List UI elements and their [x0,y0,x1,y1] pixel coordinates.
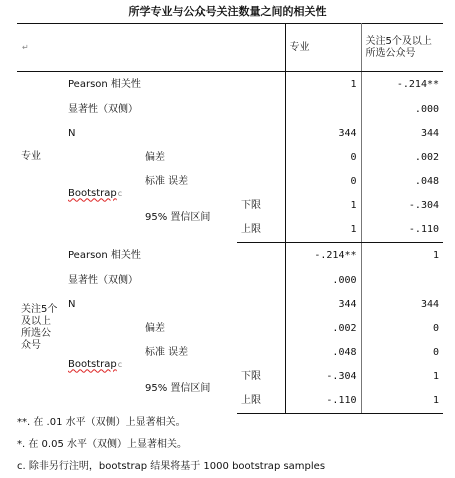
stat-label-ci: 95% 置信区间 [145,212,211,224]
footnote-bootstrap: c. 除非另行注明，bootstrap 结果将基于 1000 bootstrap samples [17,461,326,472]
table-row [17,269,443,293]
stat-label-sig: 显著性（双侧） [68,275,138,286]
table-row [17,293,443,317]
value-cell: 344 [338,128,357,139]
value-cell: 0 [350,176,357,187]
table-row [17,98,443,122]
value-cell: -.110 [408,224,440,235]
stat-label-bias: 偏差 [145,152,165,163]
value-cell: 1 [350,224,357,235]
footnote-05: *. 在 0.05 水平（双侧）上显著相关。 [17,439,187,450]
footnote-01: **. 在 .01 水平（双侧）上显著相关。 [17,417,186,428]
value-cell: .000 [414,104,440,115]
stat-label-lower: 下限 [241,200,261,211]
sup-mark: c [117,360,123,370]
stat-label-n: N [68,128,76,139]
header-row [17,24,443,72]
stat-label-bias: 偏差 [145,323,165,334]
stat-label-sig: 显著性（双侧） [68,104,138,115]
value-cell: .000 [332,275,357,286]
value-cell: -.110 [326,395,357,406]
value-cell: 0 [432,347,440,358]
stat-label-pearson: Pearson 相关性 [68,250,141,261]
value-cell: .048 [414,176,440,187]
value-cell: .002 [414,152,440,163]
value-cell: 1 [350,79,357,90]
value-cell: 344 [338,299,357,310]
value-cell: 1 [350,200,357,211]
stat-label-n: N [68,299,76,310]
table-title: 所学专业与公众号关注数量之间的相关性 [128,5,327,18]
stat-label-ci: 95% 置信区间 [145,383,211,395]
row-var-major: 专业 [21,151,41,163]
table-row [17,243,443,270]
cell-mark: ↵ [22,42,29,52]
bootstrap-label: Bootstrap [68,359,117,371]
value-cell: -.214** [314,250,357,261]
stat-label-pearson: Pearson 相关性 [68,79,141,90]
table-row [17,72,443,99]
stat-label-lower: 下限 [241,371,261,382]
value-cell: 0 [432,323,440,334]
sup-mark: c [117,189,123,199]
table-row [17,146,443,170]
stat-label-upper: 上限 [241,395,261,406]
stat-label-upper: 上限 [241,224,261,235]
stat-label-se: 标准 误差 [145,176,189,187]
value-cell: -.214** [396,79,440,90]
header-follow5: 关注5个及以上所选公众号 [365,35,432,59]
bootstrap-label: Bootstrap [68,188,117,200]
value-cell: 1 [432,395,440,406]
value-cell: 344 [420,299,440,310]
value-cell: 1 [432,250,440,261]
row-var-follow5: 关注5个及以上所选公众号 [21,304,58,351]
value-cell: .048 [332,347,357,358]
value-cell: 344 [420,128,440,139]
value-cell: 0 [350,152,357,163]
stat-label-se: 标准 误差 [145,347,189,358]
correlation-table [17,23,443,414]
table-row [17,122,443,146]
value-cell: -.304 [326,371,357,382]
value-cell: .002 [332,323,357,334]
table-row [17,317,443,341]
table-footnotes [17,412,325,478]
header-major: 专业 [289,41,310,53]
value-cell: -.304 [408,200,440,211]
value-cell: 1 [432,371,440,382]
